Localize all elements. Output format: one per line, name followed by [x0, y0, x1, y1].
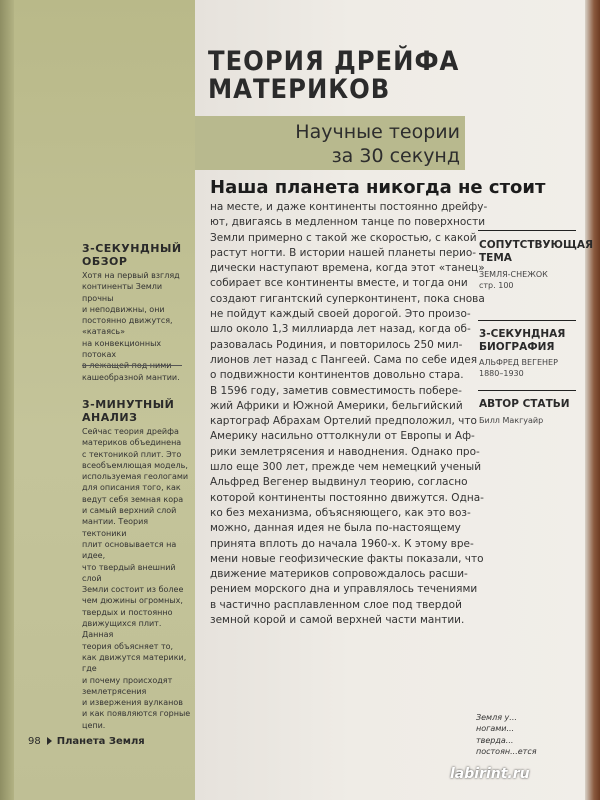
body-line: не пойдут каждый своей дорогой. Это произо- [210, 308, 471, 321]
body-line: ют, двигаясь в медленном танце по поверхности [210, 216, 486, 229]
related-heading-2: ТЕМА [479, 252, 512, 264]
lead-sentence: Наша планета никогда не стоит [210, 177, 546, 198]
overview-divider [82, 365, 182, 366]
body-line: растут ногти. В истории нашей планеты перио- [210, 246, 477, 259]
analysis-line: что твердый внешний слой [82, 562, 176, 583]
body-line: шло еще 300 лет, прежде чем немецкий ученый [210, 461, 482, 474]
body-line: собирает все континенты вместе, и тогда они [210, 277, 468, 290]
watermark: labirint.ru [450, 766, 530, 782]
body-line: рением морского дна и управлялось течениями [210, 583, 478, 596]
analysis-line: твердых и постоянно [82, 607, 173, 617]
analysis-line: и почему происходят [82, 675, 173, 685]
body-line: рики землетрясения и наводнения. Однако про- [210, 445, 480, 458]
body-line: Земли примерно с такой же скоростью, с какой [210, 231, 477, 244]
body-line: В 1596 году, заметив совместимость побере- [210, 384, 462, 397]
page-footer [28, 736, 145, 747]
analysis-line: с тектоникой плит. Это [82, 449, 182, 459]
body-line: шло около 1,3 миллиарда лет назад, когда об- [210, 323, 471, 336]
bio-years: 1880–1930 [479, 369, 524, 378]
bio-heading-1: 3-СЕКУНДНАЯ [479, 328, 566, 340]
author-heading: АВТОР СТАТЬИ [479, 398, 570, 410]
analysis-line: ведут себя земная кора [82, 494, 184, 504]
body-line: на месте, и даже континенты постоянно дрейфу- [210, 201, 488, 213]
overview-heading-1: 3-СЕКУНДНЫЙ [82, 242, 182, 255]
three-second-overview [82, 242, 192, 383]
analysis-line: Сейчас теория дрейфа [82, 427, 179, 436]
overview-line: «катаясь» [82, 327, 126, 337]
analysis-line: движущихся плит. Данная [82, 619, 162, 640]
analysis-line: и самый верхний слой [82, 506, 177, 516]
analysis-text [82, 426, 192, 731]
analysis-line: как движутся материки, где [82, 652, 187, 674]
overview-line: Хотя на первый взгляд [82, 271, 180, 280]
overview-line [82, 360, 192, 371]
analysis-line: и извержения вулканов [82, 698, 183, 708]
analysis-line: мантии. Теория тектоники [82, 517, 149, 538]
analysis-line: всеобъемлющая модель, [82, 460, 188, 470]
overview-line: постоянно движутся, [82, 316, 173, 326]
title-line-2: МАТЕРИКОВ [208, 74, 391, 105]
three-minute-analysis [82, 398, 192, 731]
bio-name: АЛЬФРЕД ВЕГЕНЕР [479, 358, 558, 367]
bio-heading-2: БИОГРАФИЯ [479, 341, 555, 353]
analysis-line: чем дюжины огромных, [82, 596, 183, 606]
book-spine [0, 0, 14, 800]
analysis-line: и как появляются горные [82, 709, 191, 719]
image-caption [476, 712, 586, 757]
body-line: создают гигантский суперконтинент, пока снова [210, 292, 485, 305]
analysis-line: теория объясняет то, [82, 641, 174, 651]
section-name: Планета Земля [56, 736, 145, 747]
body-line: движение материков сопровождалось расши- [210, 568, 468, 581]
caption-line: постоян...ется [476, 746, 537, 756]
bio-rule [478, 320, 576, 321]
overview-text [82, 270, 192, 383]
body-line: жий Африки и Южной Америки, бельгийский [210, 399, 463, 412]
body-line: ко без механизма, объясняющего, как это воз- [210, 506, 471, 519]
caption-line: тверда... [476, 735, 514, 745]
arrow-right-icon [47, 737, 52, 745]
body-line: о подвижности континентов довольно стара. [210, 369, 464, 382]
title-line-1: ТЕОРИЯ ДРЕЙФА [208, 46, 460, 77]
overview-line: континенты Земли прочны [82, 282, 163, 303]
analysis-line: плит основывается на идее, [82, 539, 177, 561]
article-body [210, 200, 488, 628]
analysis-line: для описания того, как [82, 483, 181, 493]
body-line: разовалась Родиния, и повторилось 250 мил- [210, 338, 463, 351]
author-name: Билл Макгуайр [479, 416, 544, 425]
overview-line: на конвекционных потоках [82, 338, 162, 360]
body-line: которой континенты постоянно движутся. Одна- [210, 491, 484, 504]
related-heading-1: СОПУТСТВУЮЩАЯ [479, 239, 594, 251]
subtitle-line-2: за 30 секунд [331, 145, 460, 167]
caption-line: Земля у... [476, 713, 517, 722]
overview-line: кашеобразной мантии. [82, 372, 180, 382]
body-line: в частично расплавленном слое под твердой [210, 598, 462, 611]
analysis-heading-2: АНАЛИЗ [82, 411, 138, 424]
body-line: принята вплоть до начала 1960-х. К этому вре- [210, 537, 474, 550]
subtitle-line-1: Научные теории [295, 121, 460, 143]
overview-line: и неподвижны, они [82, 304, 165, 314]
body-line: дически наступают времена, когда этот «танец» [210, 262, 485, 275]
page-edge [585, 0, 600, 800]
body-line: Америку насильно оттолкнули от Европы и Аф- [210, 430, 475, 443]
overview-heading-2: ОБЗОР [82, 255, 128, 268]
author-rule [478, 390, 576, 391]
body-line: Альфред Вегенер выдвинул теорию, согласно [210, 476, 468, 489]
analysis-line: используемая геологами [82, 472, 189, 482]
related-rule [478, 230, 576, 231]
body-line: лионов лет назад с Пангеей. Сама по себе идея [210, 353, 478, 366]
page-number: 98 [28, 736, 41, 747]
analysis-line: материков объединена [82, 438, 182, 448]
analysis-line: цепи. [82, 720, 106, 730]
analysis-heading-1: 3-МИНУТНЫЙ [82, 398, 175, 411]
analysis-line: Земли состоит из более [82, 585, 184, 595]
analysis-line: землетрясения [82, 686, 147, 696]
page-title [208, 48, 459, 104]
subtitle [210, 120, 460, 168]
body-line: земной корой и самой верхней части мантии. [210, 614, 465, 627]
body-line: мени новые геофизические факты показали, что [210, 552, 484, 565]
related-page-ref: стр. 100 [479, 281, 514, 290]
caption-line: ногами... [476, 724, 515, 734]
body-line: можно, данная идея не была по-настоящему [210, 522, 461, 535]
related-topic-link[interactable]: ЗЕМЛЯ-СНЕЖОК [479, 270, 548, 279]
body-line: картограф Абрахам Ортелий предположил, что [210, 415, 477, 428]
